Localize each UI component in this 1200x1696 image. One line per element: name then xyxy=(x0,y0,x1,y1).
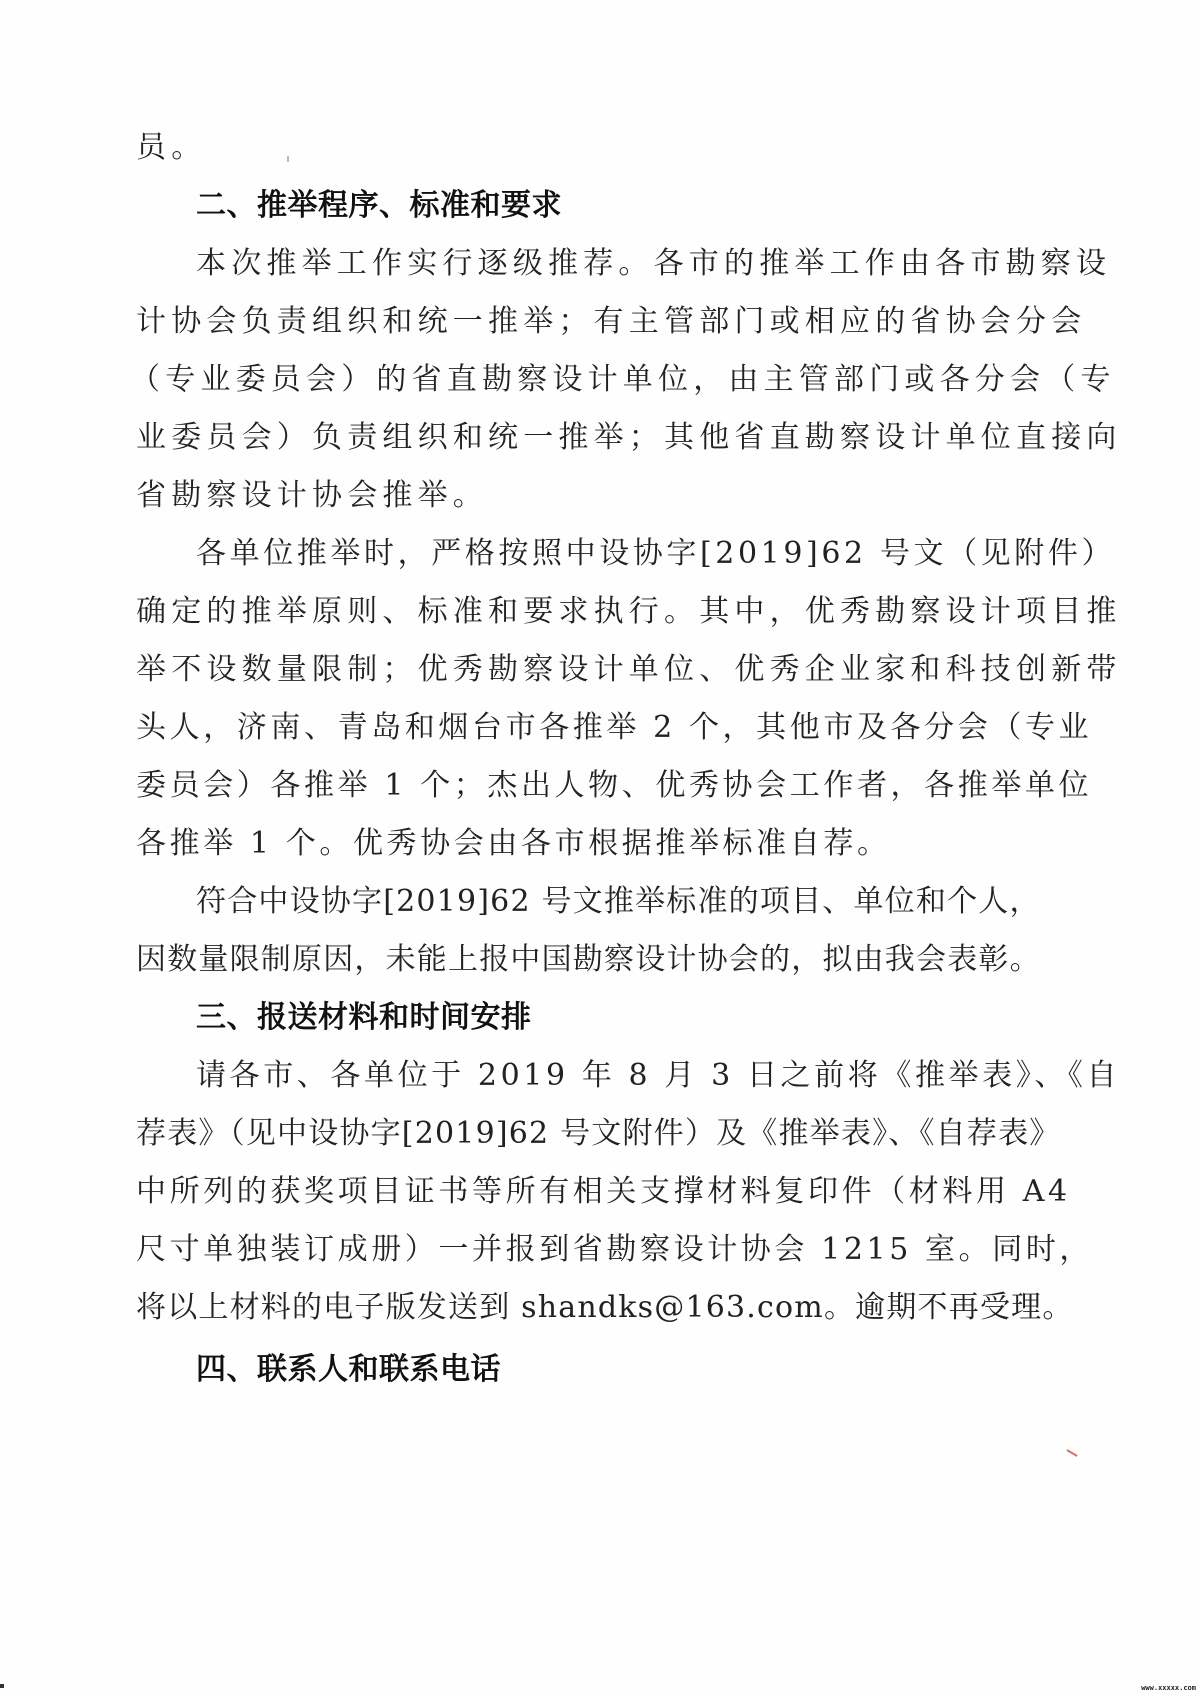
paragraph-line: 各推举 1 个。优秀协会由各市根据推举标准自荐。 xyxy=(136,826,891,861)
paragraph-line: 确定的推举原则、标准和要求执行。其中，优秀勘察设计项目推 xyxy=(136,594,1122,629)
paragraph-line: （专业委员会）的省直勘察设计单位，由主管部门或各分会（专 xyxy=(130,362,1116,397)
paragraph-line: 头人，济南、青岛和烟台市各推举 2 个，其他市及各分会（专业 xyxy=(136,710,1093,745)
paragraph-line: 本次推举工作实行逐级推荐。各市的推举工作由各市勘察设 xyxy=(196,246,1112,281)
paragraph-line: 符合中设协字[2019]62 号文推举标准的项目、单位和个人， xyxy=(196,884,1041,919)
paragraph-line: 各单位推举时，严格按照中设协字[2019]62 号文（见附件） xyxy=(196,536,1116,571)
paragraph-line: 中所列的获奖项目证书等所有相关支撑材料复印件（材料用 A4 xyxy=(136,1174,1071,1209)
paragraph-line: 业委员会）负责组织和统一推举；其他省直勘察设计单位直接向 xyxy=(136,420,1122,455)
paragraph-line: 尺寸单独装订成册）一并报到省勘察设计协会 1215 室。同时， xyxy=(136,1232,1094,1267)
section-heading-3: 三、报送材料和时间安排 xyxy=(196,1000,532,1035)
pen-mark xyxy=(1066,1449,1077,1457)
paragraph-line: 因数量限制原因，未能上报中国勘察设计协会的，拟由我会表彰。 xyxy=(136,942,1041,977)
watermark: www.xxxxx.com xyxy=(1141,1684,1196,1692)
paragraph-line: 举不设数量限制；优秀勘察设计单位、优秀企业家和科技创新带 xyxy=(136,652,1122,687)
scan-speck xyxy=(287,156,289,162)
paragraph-line: 将以上材料的电子版发送到 shandks@163.com。逾期不再受理。 xyxy=(136,1290,1074,1325)
scan-corner-mark xyxy=(0,1684,4,1688)
paragraph-line: 请各市、各单位于 2019 年 8 月 3 日之前将《推举表》、《自 xyxy=(196,1058,1121,1093)
continued-text-line: 员。 xyxy=(136,130,207,165)
section-heading-2: 二、推举程序、标准和要求 xyxy=(196,188,562,223)
paragraph-line: 计协会负责组织和统一推举；有主管部门或相应的省协会分会 xyxy=(136,304,1087,339)
paragraph-line: 省勘察设计协会推举。 xyxy=(136,478,488,513)
paragraph-line: 委员会）各推举 1 个；杰出人物、优秀协会工作者，各推举单位 xyxy=(136,768,1093,803)
section-heading-4: 四、联系人和联系电话 xyxy=(196,1352,501,1387)
paragraph-line: 荐表》（见中设协字[2019]62 号文附件）及《推举表》、《自荐表》 xyxy=(136,1116,1061,1151)
